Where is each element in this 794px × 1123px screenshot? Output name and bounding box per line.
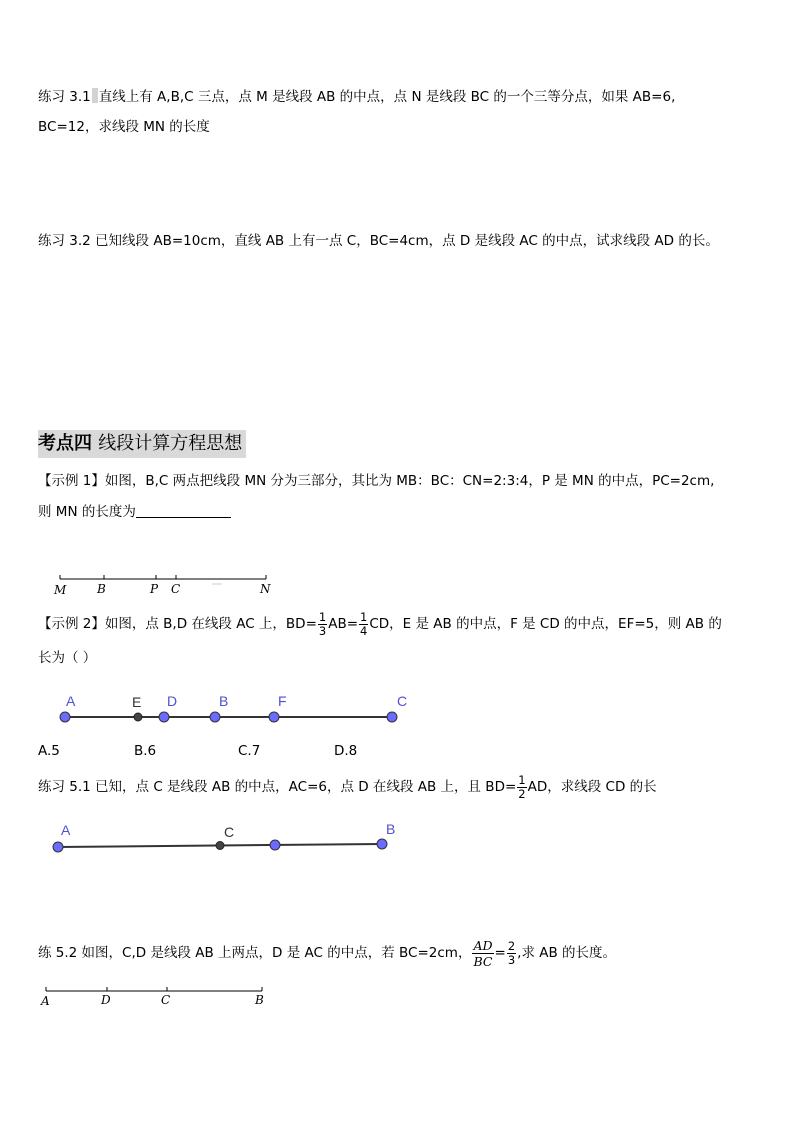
section-heading [38,430,246,458]
example-1-diagram [0,570,300,600]
exercise-5-1-text-pre: 练习 5.1 已知，点 C 是线段 AB 的中点，AC=6，点 D 在线段 AB 上，且 BD= [38,779,517,795]
exercise-3-1-text-2: BC=12，求线段 MN 的长度 [38,119,210,135]
example-2-text-pre: 【示例 2】如图，点 B,D 在线段 AC 上，BD= [38,616,317,632]
exercise-3-1-text-1: 直线上有 A,B,C 三点，点 M 是线段 AB 的中点，点 N 是线段 BC 的一个三等分点，如果 AB=6, [98,89,676,105]
fraction-denominator: 2 [518,786,526,801]
option-a: A.5 [38,743,60,759]
example-1-text-1: 【示例 1】如图，B,C 两点把线段 MN 分为三部分，其比为 MB：BC：CN=2:3:4，P 是 MN 的中点，PC=2cm, [38,473,715,489]
fraction-denominator: 3 [318,623,327,638]
option-b: B.6 [134,743,157,759]
exercise-5-2-diagram [0,982,300,1012]
equals-sign: = [494,945,506,961]
fraction-numerator: 1 [518,772,526,787]
example-2-line1 [38,610,722,638]
example-2-line2 [38,648,96,668]
label-m: M [54,583,67,597]
point-c [216,842,224,850]
fraction-one-half [517,774,526,801]
option-d: D.8 [334,743,358,759]
label-b: B [386,821,396,837]
fraction-denominator: 3 [507,952,516,967]
label-c: C [171,582,181,596]
label-b: B [255,993,264,1007]
label-f: F [278,693,287,709]
fraction-denominator: 4 [360,623,368,638]
label-n: N [260,582,271,596]
example-2-diagram [0,690,420,726]
label-a: A [61,822,71,838]
label-b: B [97,582,106,596]
fraction-denominator: BC [473,953,493,969]
point-b [210,712,220,722]
label-d: D [101,993,111,1007]
point-b [377,839,387,849]
exercise-3-1-label: 练习 3.1 [38,89,91,105]
point-f [269,712,279,722]
fraction-numerator: 1 [360,609,368,624]
exercise-5-2-text-post: ,求 AB 的长度。 [517,945,617,961]
fraction-ad-over-bc [472,938,493,969]
fraction-two-thirds [507,940,516,967]
label-b: B [219,693,229,709]
point-d [159,712,169,722]
example-2-text-post: CD，E 是 AB 的中点，F 是 CD 的中点，EF=5，则 AB 的 [369,616,722,632]
exercise-3-1-line2 [38,117,210,137]
example-1-line2 [38,502,231,522]
section-kaodian: 考点四 [38,433,92,454]
exercise-5-1-text-post: AD，求线段 CD 的长 [527,779,657,795]
example-2-text-2: 长为（ ） [38,650,97,666]
answer-blank [136,503,231,518]
exercise-5-1 [38,773,657,801]
example-2-text-mid: AB= [328,616,359,632]
example-2-options [38,741,357,761]
exercise-5-1-diagram [0,820,420,856]
fraction-numerator: 1 [318,609,327,624]
example-1-line1 [38,471,714,491]
label-d: D [167,693,178,709]
point-a [60,712,70,722]
exercise-5-2-text-pre: 练 5.2 如图，C,D 是线段 AB 上两点，D 是 AC 的中点，若 BC=2cm， [38,945,472,961]
label-p: P [150,582,159,596]
label-e: E [132,694,142,710]
fraction-one-fourth [359,611,368,638]
exercise-5-2 [38,935,616,971]
fraction-numerator: 2 [507,938,516,953]
fraction-numerator: AD [473,937,493,953]
label-c: C [161,993,171,1007]
exercise-3-2-text: 练习 3.2 已知线段 AB=10cm，直线 AB 上有一点 C，BC=4cm，点 D 是线段 AC 的中点，试求线段 AD 的长。 [38,233,719,249]
exercise-3-1-line1 [38,87,675,107]
label-c: C [224,824,235,840]
exercise-3-2 [38,231,719,251]
text-highlight-mark [92,88,98,103]
label-a: A [66,693,76,709]
label-a: A [41,994,50,1008]
point-e [134,713,142,721]
point-c [387,712,397,722]
option-c: C.7 [238,743,261,759]
point-d [270,840,280,850]
point-a [53,842,63,852]
label-c: C [397,693,408,709]
fraction-one-third [318,611,327,638]
example-1-text-2: 则 MN 的长度为 [38,504,136,520]
section-title: 线段计算方程思想 [98,433,243,454]
